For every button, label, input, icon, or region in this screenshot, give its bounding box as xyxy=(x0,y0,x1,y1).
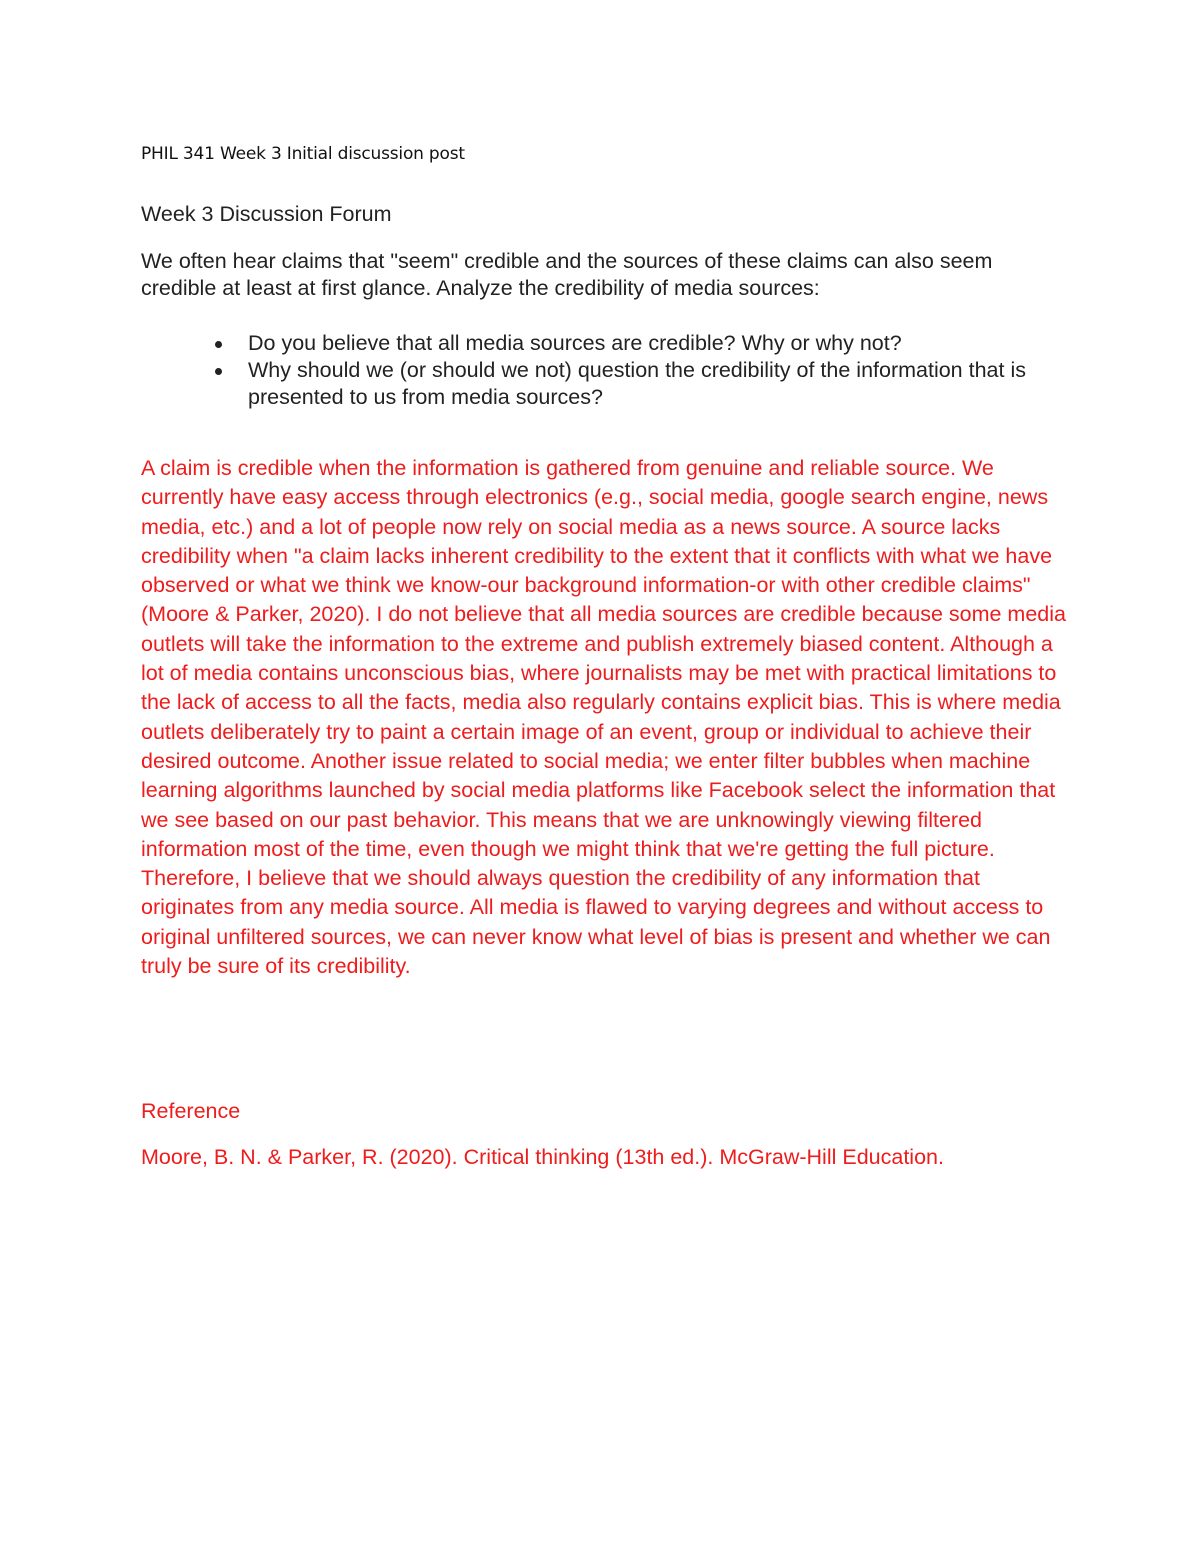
list-item xyxy=(141,330,1061,357)
list-item xyxy=(141,357,1061,411)
question-text: Do you believe that all media sources are credible? Why or why not? xyxy=(248,331,902,355)
forum-heading: Week 3 Discussion Forum xyxy=(141,202,392,226)
bullet-icon xyxy=(215,341,222,348)
discussion-prompt: We often hear claims that "seem" credible and the sources of these claims can also seem credible at least at first glance. Analyze the credibility of media sources: xyxy=(141,249,993,300)
reference-heading: Reference xyxy=(141,1099,241,1123)
question-text: Why should we (or should we not) question the credibility of the information that is presented to us from media sources? xyxy=(248,358,1026,409)
answer-paragraph: A claim is credible when the information is gathered from genuine and reliable source. We currently have easy access through electronics (e.g., social media, google search engine, news media, etc.) and a lot of people now rely on social media as a news source. A source lacks credibility when "a claim lacks inherent credibility to the extent that it conflicts with what we have observed or what we think we know-our background information-or with other credible claims" (Moore & Parker, 2020). I do not believe that all media sources are credible because some media outlets will take the information to the extreme and publish extremely biased content. Although a lot of media contains unconscious bias, where journalists may be met with practical limitations to the lack of access to all the facts, media also regularly contains explicit bias. This is where media outlets deliberately try to paint a certain image of an event, group or individual to achieve their desired outcome. Another issue related to social media; we enter filter bubbles when machine learning algorithms launched by social media platforms like Facebook select the information that we see based on our past behavior. This means that we are unknowingly viewing filtered information most of the time, even though we might think that we're getting the full picture. Therefore, I believe that we should always question the credibility of any information that originates from any media source. All media is flawed to varying degrees and without access to original unfiltered sources, we can never know what level of bias is present and whether we can truly be sure of its credibility. xyxy=(141,456,1066,979)
reference-entry: Moore, B. N. & Parker, R. (2020). Critical thinking (13th ed.). McGraw-Hill Education. xyxy=(141,1145,944,1169)
question-list xyxy=(141,330,1061,411)
bullet-icon xyxy=(215,368,222,375)
document-title: PHIL 341 Week 3 Initial discussion post xyxy=(141,144,465,164)
